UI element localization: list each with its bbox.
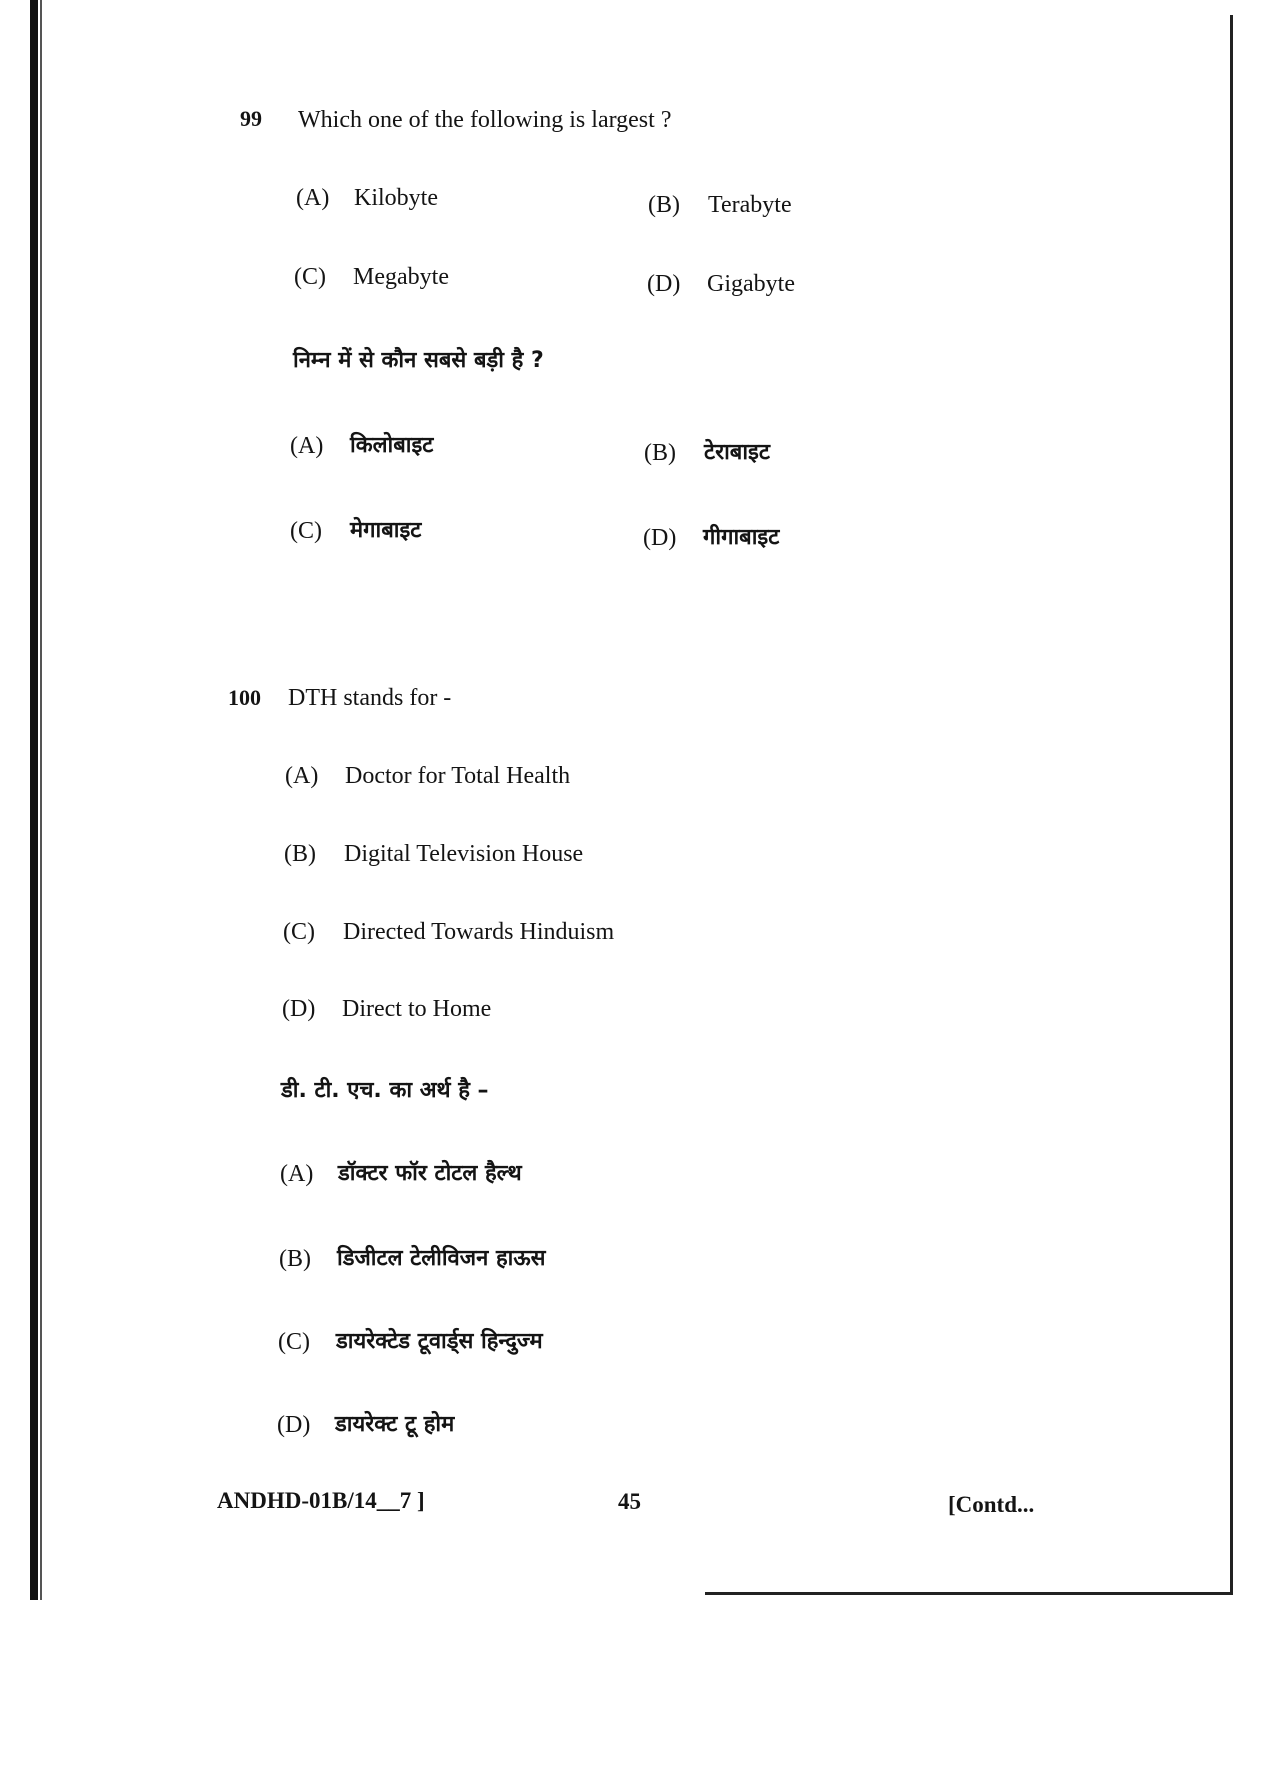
q100-option-b-text-hi: डिजीटल टेलीविजन हाऊस — [337, 1246, 546, 1271]
q99-option-b-text-en: Terabyte — [708, 192, 792, 218]
q100-option-a-label-hi: (A) — [280, 1161, 314, 1187]
q99-option-a-text-hi: किलोबाइट — [350, 433, 434, 458]
q100-option-b-label-en: (B) — [284, 841, 316, 867]
question-99-text-en: Which one of the following is largest ? — [298, 107, 672, 133]
footer-booklet-code: ANDHD-01B/14__7 ] — [217, 1488, 425, 1513]
q100-option-d-text-en: Direct to Home — [342, 996, 492, 1022]
q99-option-d-text-en: Gigabyte — [707, 271, 795, 297]
q100-option-a-text-hi: डॉक्टर फॉर टोटल हैल्थ — [338, 1161, 522, 1186]
question-100-number: 100 — [228, 685, 261, 710]
q100-option-c-label-hi: (C) — [278, 1329, 310, 1355]
scan-left-edge — [30, 0, 38, 1600]
scan-right-edge — [1230, 15, 1233, 1595]
q99-option-d-label-hi: (D) — [643, 525, 677, 551]
q99-option-b-label-hi: (B) — [644, 440, 676, 466]
q99-option-a-label-en: (A) — [296, 185, 330, 211]
question-100-text-hi: डी. टी. एच. का अर्थ है – — [281, 1078, 489, 1103]
q100-option-b-label-hi: (B) — [279, 1246, 311, 1272]
q99-option-c-label-hi: (C) — [290, 518, 322, 544]
q99-option-c-label-en: (C) — [294, 264, 326, 290]
footer-page-number: 45 — [618, 1489, 641, 1514]
q99-option-b-label-en: (B) — [648, 192, 680, 218]
question-100-text-en: DTH stands for - — [288, 685, 452, 711]
footer-contd: [Contd... — [948, 1492, 1035, 1517]
q99-option-a-text-en: Kilobyte — [354, 185, 438, 211]
q99-option-c-text-hi: मेगाबाइट — [350, 518, 422, 543]
q100-option-c-text-hi: डायरेक्टेड टूवार्ड्स हिन्दुज्म — [336, 1329, 543, 1354]
scan-left-edge-line — [40, 0, 42, 1600]
q99-option-a-label-hi: (A) — [290, 433, 324, 459]
q99-option-b-text-hi: टेराबाइट — [704, 440, 770, 465]
q100-option-c-text-en: Directed Towards Hinduism — [343, 919, 615, 945]
q99-option-d-label-en: (D) — [647, 271, 681, 297]
q99-option-c-text-en: Megabyte — [353, 264, 449, 290]
q100-option-d-label-en: (D) — [282, 996, 316, 1022]
q100-option-a-label-en: (A) — [285, 763, 319, 789]
q99-option-d-text-hi: गीगाबाइट — [703, 525, 780, 550]
question-99-text-hi: निम्न में से कौन सबसे बड़ी है ? — [293, 348, 544, 373]
q100-option-d-text-hi: डायरेक्ट टू होम — [335, 1412, 455, 1437]
q100-option-b-text-en: Digital Television House — [344, 841, 584, 867]
question-99-number: 99 — [240, 106, 262, 131]
q100-option-d-label-hi: (D) — [277, 1412, 311, 1438]
scan-bottom-rule — [705, 1592, 1233, 1595]
q100-option-a-text-en: Doctor for Total Health — [345, 763, 571, 789]
q100-option-c-label-en: (C) — [283, 919, 315, 945]
